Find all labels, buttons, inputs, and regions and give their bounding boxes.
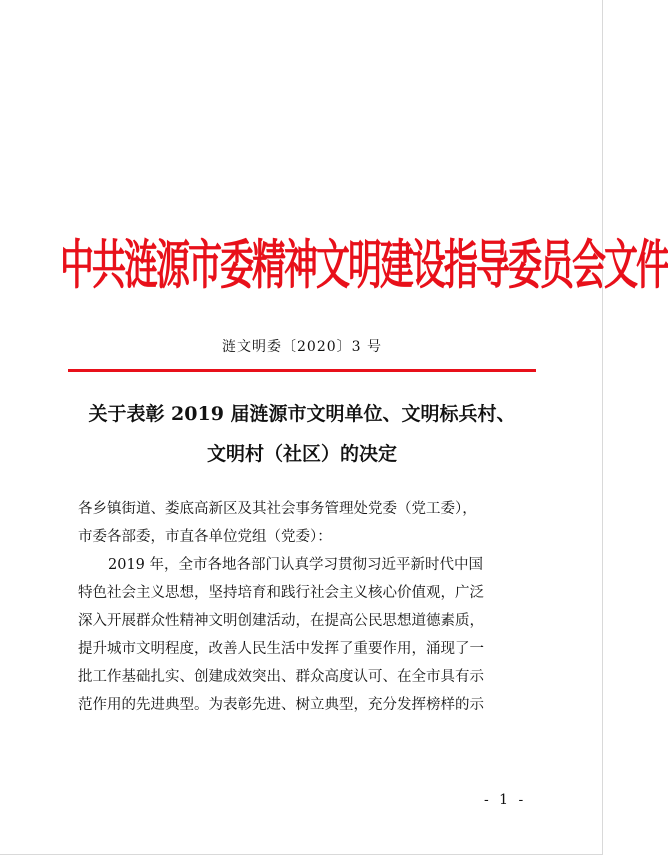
document-body: [78, 495, 534, 719]
paragraph-line: 范作用的先进典型。为表彰先进、树立典型，充分发挥榜样的示: [78, 697, 484, 713]
page-number: - 1 -: [484, 792, 527, 808]
document-header-title: 中共涟源市委精神文明建设指导委员会文件: [60, 235, 668, 297]
paragraph-line: 特色社会主义思想，坚持培育和践行社会主义核心价值观，广泛: [78, 585, 484, 601]
title-line: 关于表彰 2019 届涟源市文明单位、文明标兵村、: [88, 403, 516, 425]
red-divider-line: [68, 369, 536, 372]
title-line: 文明村（社区）的决定: [206, 443, 397, 465]
document-title: [60, 394, 544, 474]
paragraph-line: 深入开展群众性精神文明创建活动，在提高公民思想道德素质，: [78, 613, 484, 629]
paragraph-line: 2019 年，全市各地各部门认真学习贯彻习近平新时代中国: [108, 557, 484, 573]
paragraph-line: 批工作基础扎实、创建成效突出、群众高度认可、在全市具有示: [78, 669, 484, 685]
addressee-line: 各乡镇街道、娄底高新区及其社会事务管理处党委（党工委），: [78, 501, 477, 517]
addressee-line: 市委各部委，市直各单位党组（党委）：: [78, 529, 332, 545]
document-number: 涟文明委〔2020〕3 号: [222, 339, 382, 355]
paragraph-line: 提升城市文明程度，改善人民生活中发挥了重要作用，涌现了一: [78, 641, 484, 657]
